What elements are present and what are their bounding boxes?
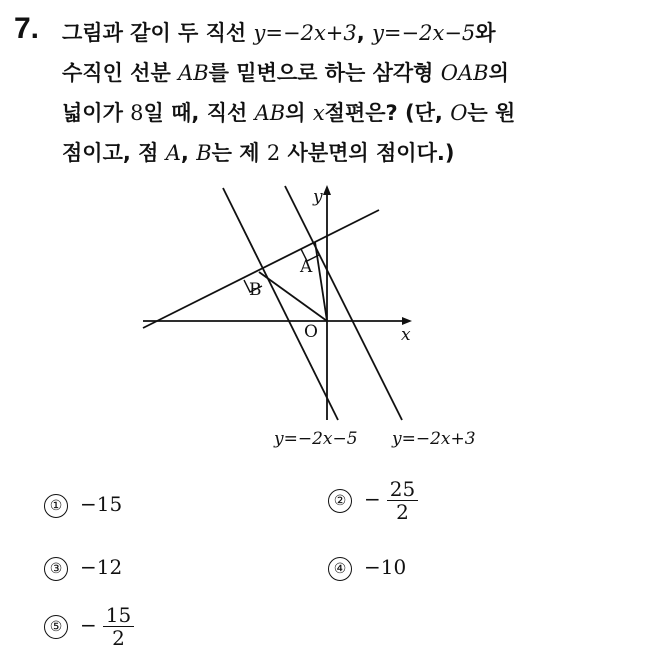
- numerator: 15: [103, 604, 134, 627]
- y-axis-label: y: [313, 187, 323, 207]
- choice-sign: −: [80, 492, 97, 516]
- choice-sign: −: [364, 487, 381, 511]
- question-line-4: [62, 137, 454, 167]
- fraction: [103, 604, 134, 649]
- choice-sign: −: [364, 555, 381, 579]
- segment-oa: [315, 242, 327, 321]
- segment-ab: AB: [178, 61, 209, 85]
- question-line-3: [62, 97, 515, 127]
- line-y-neg2x-minus5: [223, 188, 338, 420]
- choice-3[interactable]: [44, 555, 122, 581]
- line2-label: y=−2x+3: [392, 429, 476, 449]
- segment-ob: [259, 272, 327, 321]
- triangle-oab: OAB: [440, 61, 489, 85]
- fraction: [387, 478, 418, 523]
- point-b-label: B: [249, 280, 262, 300]
- denominator: 2: [396, 500, 409, 524]
- choice-4[interactable]: [328, 555, 406, 581]
- text: 의: [488, 61, 509, 85]
- text: 그림과 같이 두 직선: [62, 21, 254, 45]
- x-axis-label: x: [401, 325, 411, 345]
- text: 와: [475, 21, 496, 45]
- choice-value: 15: [96, 492, 123, 516]
- text: 수직인 선분: [62, 61, 179, 85]
- choice-marker: ①: [44, 494, 68, 518]
- point-a-var: A: [165, 141, 181, 165]
- choice-sign: −: [80, 555, 97, 579]
- line-ab: AB: [254, 101, 286, 125]
- origin-label: O: [304, 322, 318, 342]
- text: 일 때, 직선: [143, 101, 255, 125]
- choice-marker: ②: [328, 489, 352, 513]
- text: 의: [285, 101, 313, 125]
- denominator: 2: [112, 626, 125, 650]
- text: 절편은? (단,: [324, 101, 451, 125]
- question-line-2: [62, 57, 509, 87]
- text: 넓이가: [62, 101, 131, 125]
- line-ab: [143, 210, 379, 328]
- choice-1[interactable]: [44, 492, 122, 518]
- choice-marker: ④: [328, 557, 352, 581]
- separator: ,: [180, 141, 197, 165]
- numerator: 25: [387, 478, 418, 501]
- area-value: 8: [130, 101, 144, 125]
- choice-sign: −: [80, 613, 97, 637]
- origin-var: O: [450, 101, 468, 125]
- choice-5[interactable]: [44, 604, 134, 649]
- choice-value: 12: [96, 555, 123, 579]
- equation-2: y=−2x−5: [372, 21, 476, 45]
- point-a-label: A: [300, 257, 313, 277]
- line1-label: y=−2x−5: [274, 429, 358, 449]
- x-axis-arrow: [402, 317, 412, 325]
- text: 사분면의 점이다.): [280, 141, 455, 165]
- choice-marker: ③: [44, 557, 68, 581]
- text: 점이고, 점: [62, 141, 166, 165]
- text: 는 원: [467, 101, 516, 125]
- choice-value: 10: [380, 555, 407, 579]
- question-number: 7.: [14, 12, 40, 45]
- question-line-1: [62, 17, 496, 47]
- x-var: x: [312, 101, 325, 125]
- text: 는 제: [211, 141, 267, 165]
- separator: ,: [356, 21, 373, 45]
- text: 를 밑변으로 하는 삼각형: [208, 61, 441, 85]
- quadrant-number: 2: [266, 141, 281, 165]
- choice-2[interactable]: [328, 478, 418, 523]
- coordinate-figure: [135, 180, 515, 450]
- equation-1: y=−2x+3: [253, 21, 357, 45]
- y-axis-arrow: [323, 185, 331, 195]
- choice-marker: ⑤: [44, 615, 68, 639]
- point-b-var: B: [196, 141, 212, 165]
